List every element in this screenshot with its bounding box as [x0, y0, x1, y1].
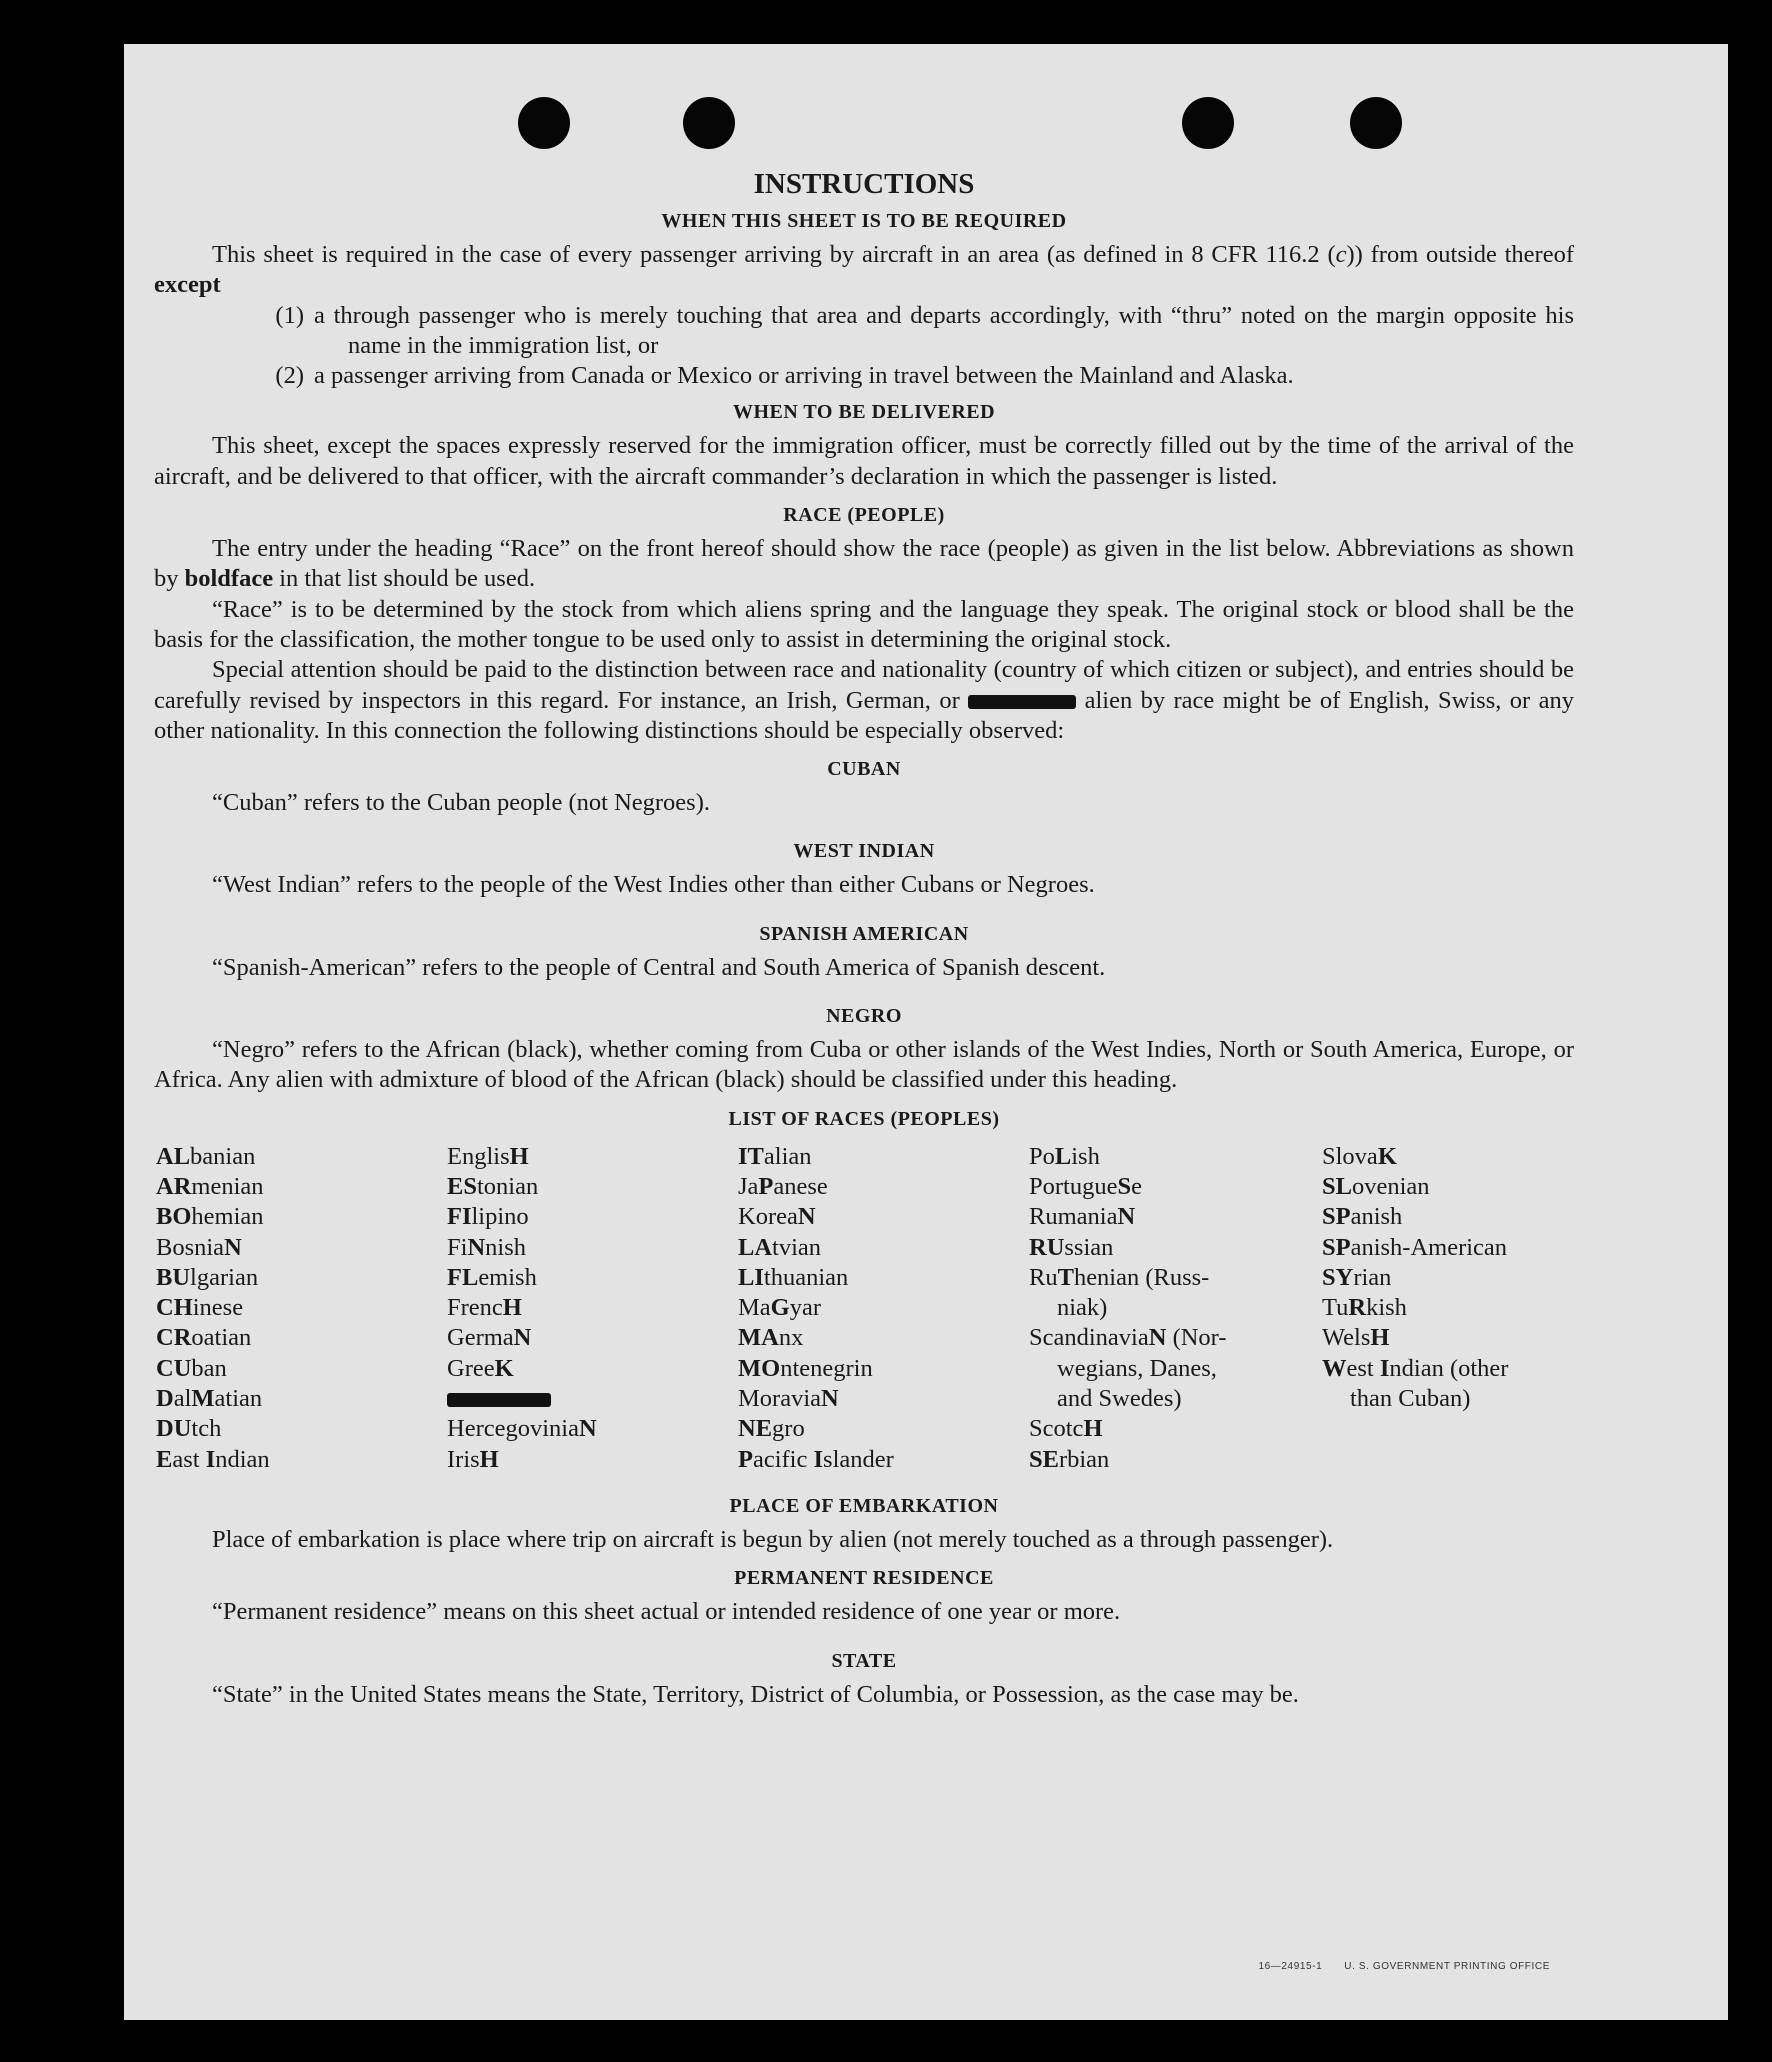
delivered-paragraph: This sheet, except the spaces expressly reserved for the immigration officer, must be correctly filled out by the time of the arrival of the aircraft, and be delivered to that officer, with the aircraft commander’s declaration in which the passenger is listed. — [154, 432, 1574, 490]
embarkation-paragraph: Place of embarkation is place where trip on aircraft is begun by alien (not merely touched as a through passenger). — [212, 1525, 1334, 1553]
cuban-paragraph: “Cuban” refers to the Cuban people (not Negroes). — [212, 789, 710, 817]
race-entry: TuRkish — [1322, 1294, 1407, 1322]
race-entry: FIlipino — [447, 1203, 529, 1231]
race-entry: East Indian — [156, 1445, 270, 1473]
section-heading-delivered: WHEN TO BE DELIVERED — [732, 401, 996, 424]
punch-hole — [1350, 97, 1402, 149]
punch-hole — [683, 97, 735, 149]
race-entry: MOntenegrin — [738, 1354, 873, 1382]
race-entry: BUlgarian — [156, 1263, 259, 1291]
race-entry: RUssian — [1029, 1233, 1114, 1261]
race-entry: ALbanian — [156, 1142, 256, 1170]
printer-credit: U. S. GOVERNMENT PRINTING OFFICE — [1344, 1961, 1550, 1972]
race-entry: ITalian — [738, 1142, 812, 1170]
race-entry: FiNnish — [447, 1233, 526, 1261]
race-entry: and Swedes) — [1057, 1385, 1182, 1413]
race-paragraph-1: The entry under the heading “Race” on the front hereof should show the race (people) as given in the list below. Abbreviations as shown by boldface in that list should be used. — [154, 535, 1574, 593]
race-entry: West Indian (other — [1322, 1354, 1509, 1382]
race-entry: DalMatian — [156, 1385, 263, 1413]
race-entry: SPanish-American — [1322, 1233, 1508, 1261]
race-entry: ScandinaviaN (Nor- — [1029, 1324, 1227, 1352]
race-entry: BosniaN — [156, 1233, 242, 1261]
race-entry: SYrian — [1322, 1263, 1392, 1291]
section-heading-race: RACE (PEOPLE) — [783, 504, 945, 527]
race-list-column-2 — [447, 1142, 738, 1475]
race-entry: Pacific Islander — [738, 1445, 894, 1473]
redaction-mark — [447, 1393, 551, 1407]
race-entry: IrisH — [447, 1445, 499, 1473]
race-list — [156, 1142, 1574, 1475]
section-heading-spanish-american: SPANISH AMERICAN — [759, 922, 969, 945]
race-list-column-3 — [738, 1142, 1029, 1475]
race-entry: RumaniaN — [1029, 1203, 1136, 1231]
race-list-column-5 — [1322, 1142, 1582, 1475]
section-heading-required: WHEN THIS SHEET IS TO BE REQUIRED — [661, 210, 1067, 232]
race-entry: ARmenian — [156, 1172, 264, 1200]
residence-paragraph: “Permanent residence” means on this sheet actual or intended residence of one year or more. — [212, 1598, 1121, 1626]
section-heading-west-indian: WEST INDIAN — [793, 840, 935, 863]
race-entry: than Cuban) — [1350, 1385, 1471, 1413]
punch-hole — [1182, 97, 1234, 149]
item-text: a passenger arriving from Canada or Mexico or arriving in travel between the Mainland and Alaska. — [314, 362, 1294, 390]
print-footer — [1236, 1961, 1550, 1972]
race-entry: EStonian — [447, 1172, 539, 1200]
race-entry: CUban — [156, 1354, 227, 1382]
spanish-american-paragraph: “Spanish-American” refers to the people of Central and South America of Spanish descent. — [212, 953, 1106, 981]
race-entry: MaGyar — [738, 1294, 822, 1322]
race-entry: PortugueSe — [1029, 1172, 1142, 1200]
race-entry: KoreaN — [738, 1203, 816, 1231]
race-entry: MAnx — [738, 1324, 804, 1352]
race-list-column-1 — [156, 1142, 447, 1475]
race-entry: MoraviaN — [738, 1385, 839, 1413]
race-paragraph-3: Special attention should be paid to the distinction between race and nationality (country of which citizen or subject), and entries should be carefully revised by inspectors in this regard. For instance, an Irish, German, or alien by race might be of English, Swiss, or any other nationality. In this connection the following distinctions should be especially observed: — [154, 656, 1574, 744]
race-entry: RuThenian (Russ- — [1029, 1263, 1210, 1291]
race-entry: GreeK — [447, 1354, 514, 1382]
punch-hole — [518, 97, 570, 149]
race-entry: CHinese — [156, 1294, 244, 1322]
race-entry: wegians, Danes, — [1057, 1354, 1217, 1382]
race-entry: SlovaK — [1322, 1142, 1397, 1170]
race-entry: NEgro — [738, 1415, 805, 1443]
race-list-column-4 — [1029, 1142, 1322, 1475]
race-entry: DUtch — [156, 1415, 222, 1443]
section-heading-state: STATE — [831, 1649, 897, 1672]
section-heading-embarkation: PLACE OF EMBARKATION — [729, 1494, 999, 1517]
race-entry: BOhemian — [156, 1203, 264, 1231]
section-heading-residence: PERMANENT RESIDENCE — [734, 1567, 994, 1590]
instructions-title: INSTRUCTIONS — [753, 168, 975, 200]
form-number: 16—24915-1 — [1258, 1961, 1323, 1972]
west-indian-paragraph: “West Indian” refers to the people of the West Indies other than either Cubans or Negroes. — [212, 871, 1095, 899]
race-entry: EnglisH — [447, 1142, 529, 1170]
race-entry: CRoatian — [156, 1324, 252, 1352]
item-text: a through passenger who is merely touching that area and departs accordingly, with “thru” noted on the margin opposite his name in the immigration list, or — [314, 301, 1574, 359]
section-heading-negro: NEGRO — [826, 1005, 902, 1028]
redaction-mark — [968, 695, 1076, 709]
exception-item-2 — [154, 361, 1574, 391]
race-entry: SLovenian — [1322, 1172, 1430, 1200]
exception-item-1 — [154, 301, 1574, 362]
item-number: (1) — [275, 301, 304, 329]
race-entry: niak) — [1057, 1294, 1108, 1322]
state-paragraph: “State” in the United States means the State, Territory, District of Columbia, or Possession, as the case may be. — [212, 1680, 1299, 1708]
race-paragraph-2: “Race” is to be determined by the stock from which aliens spring and the language they speak. The original stock or blood shall be the basis for the classification, the mother tongue to be used only to assist in determining the original stock. — [154, 595, 1574, 653]
race-entry: SPanish — [1322, 1203, 1403, 1231]
race-entry: SErbian — [1029, 1445, 1110, 1473]
negro-paragraph: “Negro” refers to the African (black), whether coming from Cuba or other islands of the West Indies, North or South America, Europe, or Africa. Any alien with admixture of blood of the African (black) should be classified under this heading. — [154, 1036, 1574, 1094]
race-entry: PoLish — [1029, 1142, 1100, 1170]
race-entry: FrencH — [447, 1294, 522, 1322]
section-heading-cuban: CUBAN — [827, 758, 901, 781]
section-heading-list-of-races: LIST OF RACES (PEOPLES) — [728, 1107, 1000, 1130]
race-entry: JaPanese — [738, 1172, 828, 1200]
race-entry: LIthuanian — [738, 1263, 849, 1291]
race-entry: WelsH — [1322, 1324, 1390, 1352]
required-paragraph: This sheet is required in the case of every passenger arriving by aircraft in an area (as defined in 8 CFR 116.2 (c)) from outside thereof except — [154, 241, 1574, 299]
form-sheet — [124, 44, 1728, 2020]
race-entry: ScotcH — [1029, 1415, 1103, 1443]
item-number: (2) — [275, 362, 304, 390]
race-entry — [447, 1384, 738, 1414]
race-entry: GermaN — [447, 1324, 532, 1352]
race-entry: FLemish — [447, 1263, 537, 1291]
instructions-content — [154, 166, 1574, 1710]
race-entry: HercegoviniaN — [447, 1415, 597, 1443]
race-entry: LAtvian — [738, 1233, 822, 1261]
